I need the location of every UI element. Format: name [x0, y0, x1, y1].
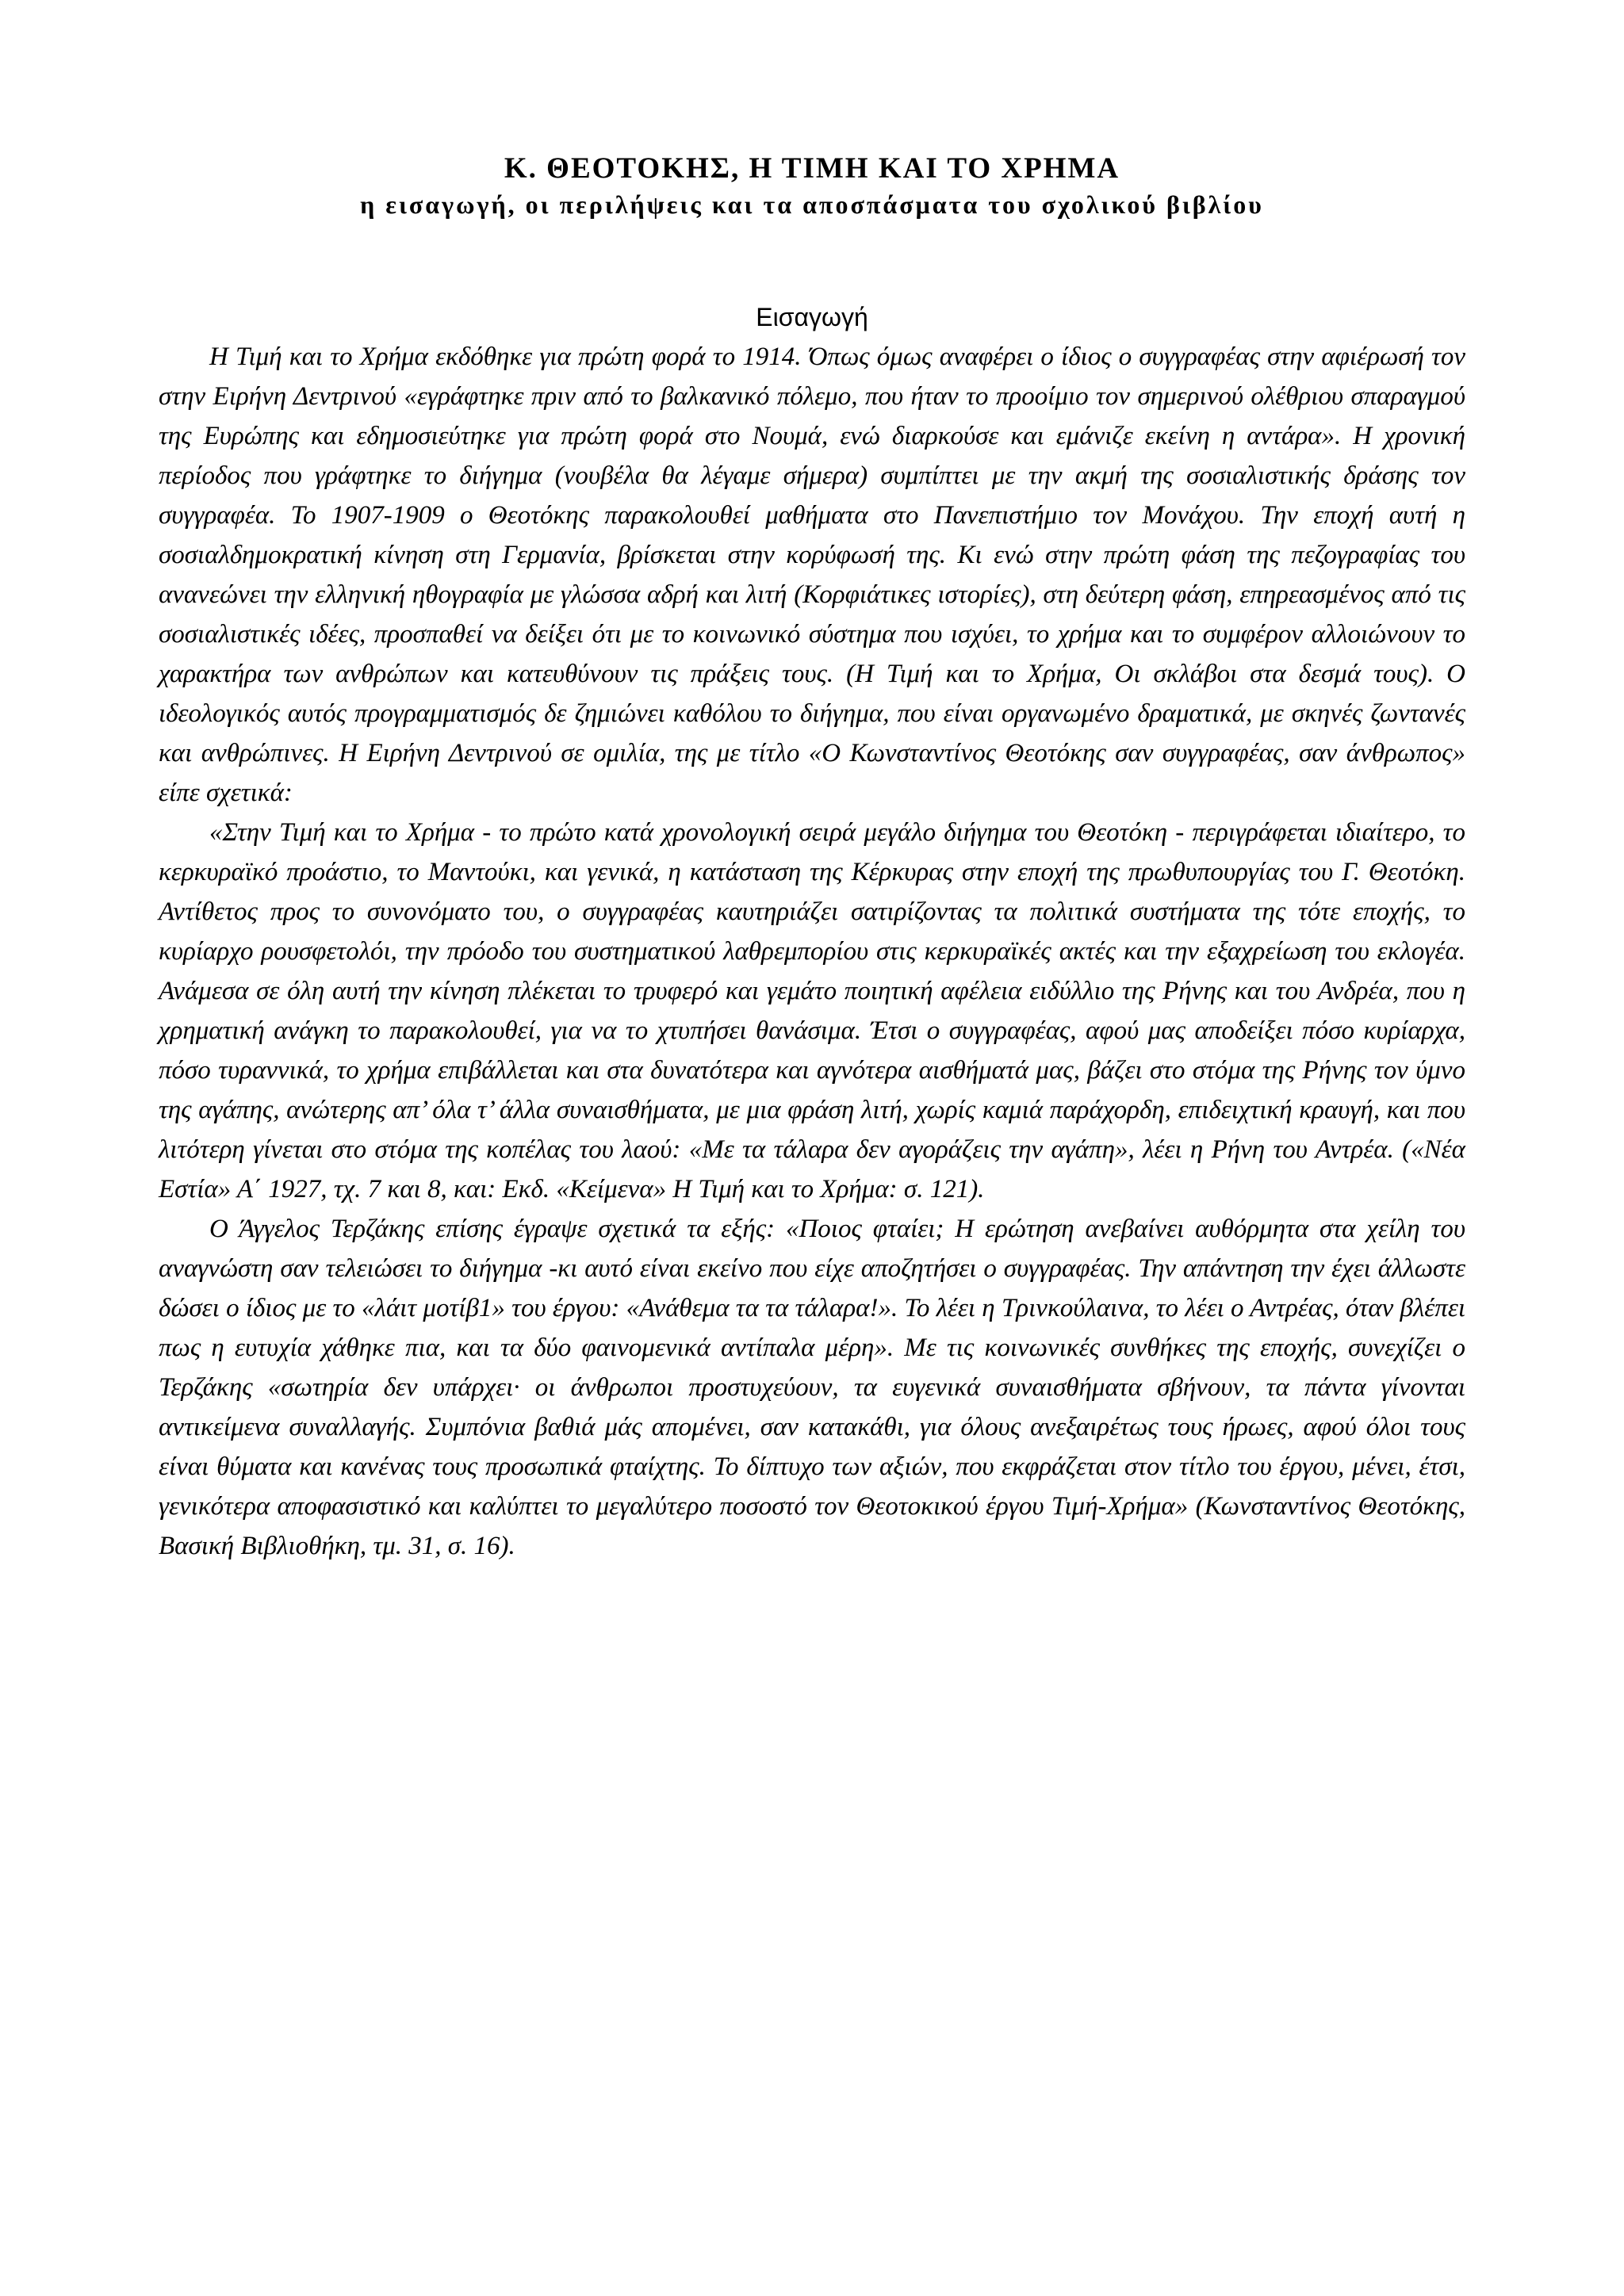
document-title: Κ. ΘΕΟΤΟΚΗΣ, Η ΤΙΜΗ ΚΑΙ ΤΟ ΧΡΗΜΑ [504, 152, 1120, 185]
body-text [159, 297, 1465, 1566]
paragraph-terzakis: Ο Άγγελος Τερζάκης επίσης έγραψε σχετικά τα εξής: «Ποιος φταίει; Η ερώτηση ανεβαίνει αυθόρμητα στα χείλη του αναγνώστη σαν τελειώσει το διήγημα -κι αυτό είναι εκείνο που είχε αποζητήσει ο συγγραφέας. Την απάντηση την έχει άλλωστε δώσει ο ίδιος με το «λάιτ μοτίβ1» του έργου: «Ανάθεμα τα τα τάλαρα!». Το λέει η Τρινκούλαινα, το λέει ο Αντρέας, όταν βλέπει πως η ευτυχία χάθηκε πια, και τα δύο φαινομενικά αντίπαλα μέρη». Με τις κοινωνικές συνθήκες της εποχής, συνεχίζει ο Τερζάκης «σωτηρία δεν υπάρχει· οι άνθρωποι προστυχεύουν, τα ευγενικά συναισθήματα σβήνουν, τα πάντα γίνονται αντικείμενα συναλλαγής. Συμπόνια βαθιά μάς απομένει, σαν κατακάθι, για όλους ανεξαιρέτως τους ήρωες, αφού όλοι τους είναι θύματα και κανένας τους προσωπικά φταίχτης. Το δίπτυχο των αξιών, που εκφράζεται στον τίτλο του έργου, μένει, έτσι, γενικότερα αποφασιστικό και καλύπτει το μεγαλύτερο ποσοστό τον Θεοτοκικού έργου Τιμή-Χρήμα» (Κωνσταντίνος Θεοτόκης, Βασική Βιβλιοθήκη, τμ. 31, σ. 16). [159, 1215, 1465, 1560]
title-block [159, 151, 1465, 222]
section-heading: Εισαγωγή [756, 303, 868, 331]
paragraph-intro: Η Τιμή και το Χρήμα εκδόθηκε για πρώτη φορά το 1914. Όπως όμως αναφέρει ο ίδιος ο συγγραφέας στην αφιέρωσή τον στην Ειρήνη Δεντρινού «εγράφτηκε πριν από το βαλκανικό πόλεμο, που ήταν το προοίμιο τον σημερινού ολέθριου σπαραγμού της Ευρώπης και εδημοσιεύτηκε για πρώτη φορά στο Νουμά, ενώ διαρκούσε και εμάνιζε εκείνη η αντάρα». Η χρονική περίοδος που γράφτηκε το διήγημα (νουβέλα θα λέγαμε σήμερα) συμπίπτει με την ακμή της σοσιαλιστικής δράσης τον συγγραφέα. Το 1907-1909 ο Θεοτόκης παρακολουθεί μαθήματα στο Πανεπιστήμιο τον Μονάχου. Την εποχή αυτή η σοσιαλδημοκρατική κίνηση στη Γερμανία, βρίσκεται στην κορύφωσή της. Κι ενώ στην πρώτη φάση της πεζογραφίας του ανανεώνει την ελληνική ηθογραφία με γλώσσα αδρή και λιτή (Κορφιάτικες ιστορίες), στη δεύτερη φάση, επηρεασμένος από τις σοσιαλιστικές ιδέες, προσπαθεί να δείξει ότι με το κοινωνικό σύστημα που ισχύει, το χρήμα και το συμφέρον αλλοιώνουν το χαρακτήρα των ανθρώπων και κατευθύνουν τις πράξεις τους. (Η Τιμή και το Χρήμα, Οι σκλάβοι στα δεσμά τους). Ο ιδεολογικός αυτός προγραμματισμός δε ζημιώνει καθόλου το διήγημα, που είναι οργανωμένο δραματικά, με σκηνές ζωντανές και ανθρώπινες. Η Ειρήνη Δεντρινού σε ομιλία, της με τίτλο «Ο Κωνσταντίνος Θεοτόκης σαν συγγραφέας, σαν άνθρωπος» είπε σχετικά: [159, 342, 1465, 807]
paragraph-quote-dentrinou: «Στην Τιμή και το Χρήμα - το πρώτο κατά χρονολογική σειρά μεγάλο διήγημα του Θεοτόκη - περιγράφεται ιδιαίτερο, το κερκυραϊκό προάστιο, το Μαντούκι, και γενικά, η κατάσταση της Κέρκυρας στην εποχή της πρωθυπουργίας του Γ. Θεοτόκη. Αντίθετος προς το συνονόματο του, ο συγγραφέας καυτηριάζει σατιρίζοντας τα πολιτικά συστήματα της τότε εποχής, το κυρίαρχο ρουσφετολόι, την πρόοδο του συστηματικού λαθρεμπορίου στις κερκυραϊκές ακτές και την εξαχρείωση του εκλογέα. Ανάμεσα σε όλη αυτή την κίνηση πλέκεται το τρυφερό και γεμάτο ποιητική αφέλεια ειδύλλιο της Ρήνης και του Ανδρέα, που η χρηματική ανάγκη το παρακολουθεί, για να το χτυπήσει θανάσιμα. Έτσι ο συγγραφέας, αφού μας αποδείξει πόσο κυρίαρχα, πόσο τυραννικά, το χρήμα επιβάλλεται και στα δυνατότερα και αγνότερα αισθήματά μας, βάζει στο στόμα της Ρήνης τον ύμνο της αγάπης, ανώτερης απ’ όλα τ’ άλλα συναισθήματα, με μια φράση λιτή, χωρίς καμιά παράχορδη, επιδειχτική κραυγή, και που λιτότερη γίνεται στο στόμα της κοπέλας του λαού: «Με τα τάλαρα δεν αγοράζεις την αγάπη», λέει η Ρήνη του Αντρέα. («Νέα Εστία» Α΄ 1927, τχ. 7 και 8, και: Εκδ. «Κείμενα» Η Τιμή και το Χρήμα: σ. 121). [159, 818, 1465, 1203]
document-subtitle: η εισαγωγή, οι περιλήψεις και τα αποσπάσματα του σχολικού βιβλίου [360, 190, 1264, 219]
